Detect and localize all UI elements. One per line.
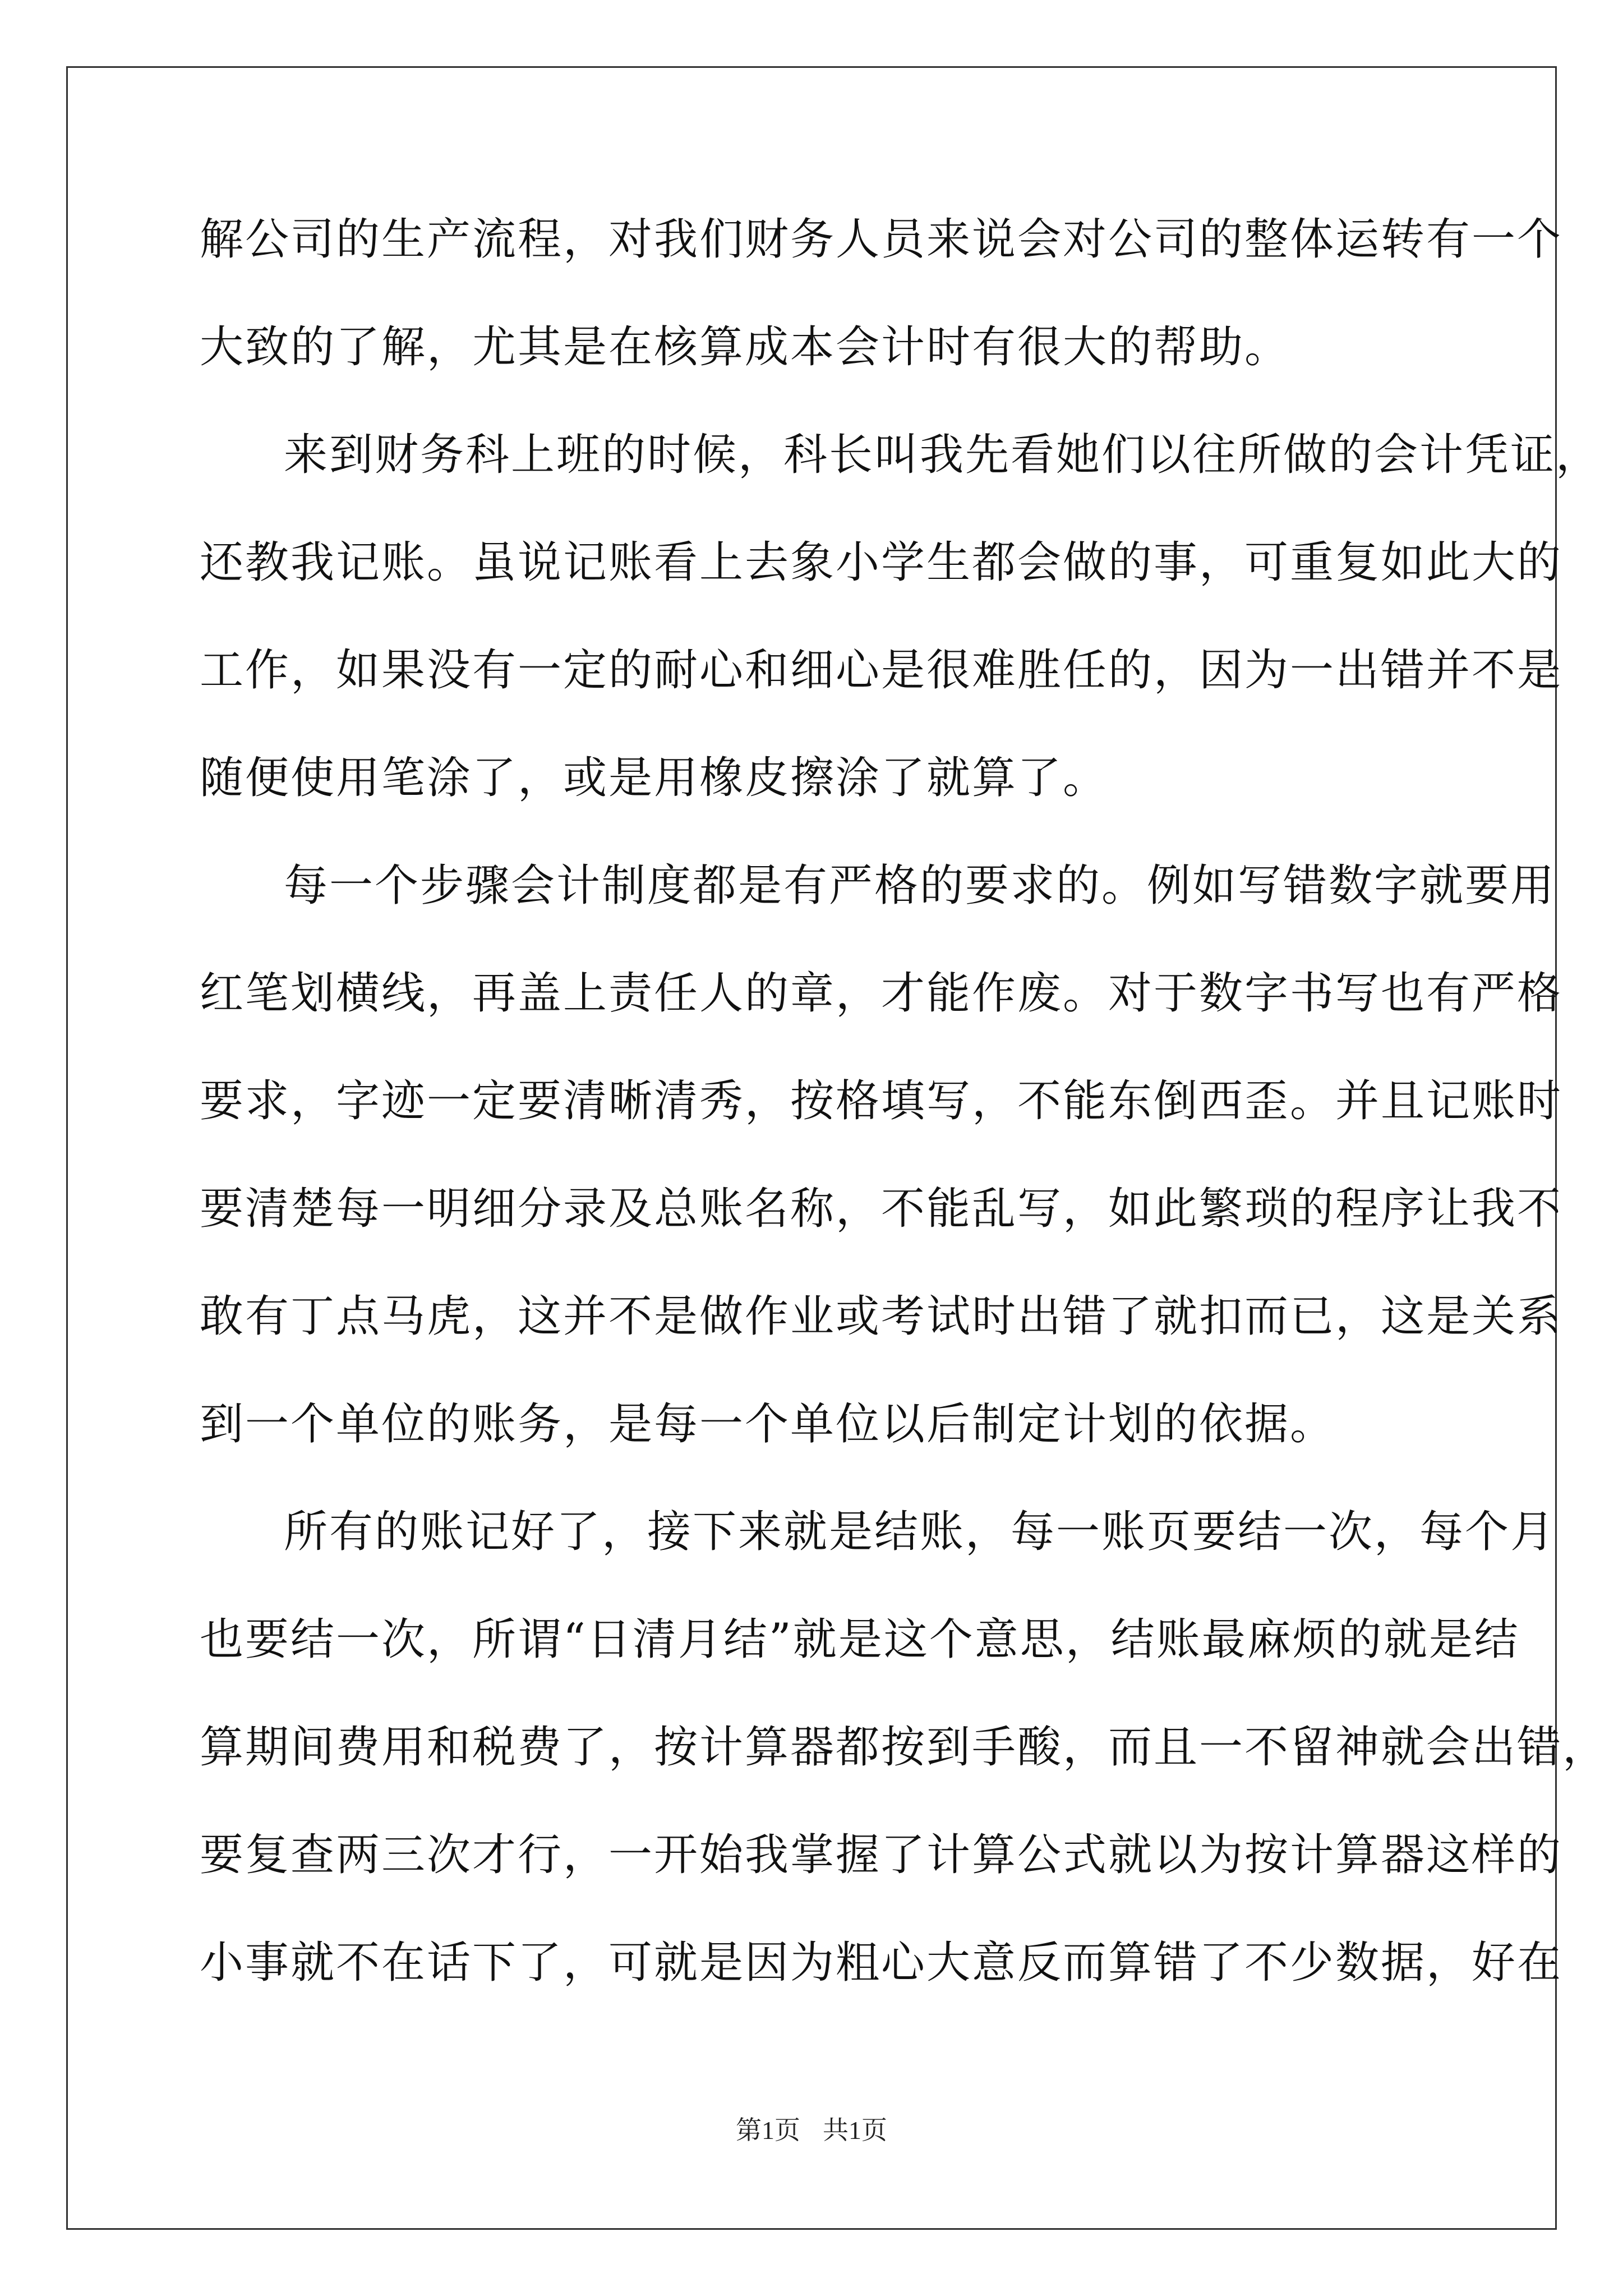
text-line: 还教我记账。虽说记账看上去象小学生都会做的事，可重复如此大的 [200,537,1563,588]
text-line: 敢有丁点马虎，这并不是做作业或考试时出错了就扣而已，这是关系 [200,1291,1563,1342]
page-number: 第1页 [736,2116,800,2145]
page-total: 共1页 [823,2116,887,2145]
text-line: 小事就不在话下了，可就是因为粗心大意反而算错了不少数据，好在 [200,1938,1563,1988]
text-line: 大致的了解，尤其是在核算成本会计时有很大的帮助。 [200,322,1290,372]
paragraph-start-line: 来到财务科上班的时候，科长叫我先看她们以往所做的会计凭证， [284,430,1602,480]
paragraph-start-line: 每一个步骤会计制度都是有严格的要求的。例如写错数字就要用 [284,861,1556,911]
text-line: 要清楚每一明细分录及总账名称，不能乱写，如此繁琐的程序让我不 [200,1184,1563,1234]
text-line: 工作，如果没有一定的耐心和细心是很难胜任的，因为一出错并不是 [200,645,1563,696]
text-line: 随便使用笔涂了，或是用橡皮擦涂了就算了。 [200,753,1109,803]
page-footer [0,2115,1623,2146]
text-line: 解公司的生产流程，对我们财务人员来说会对公司的整体运转有一个 [200,214,1563,265]
document-body [200,213,1608,2044]
text-line: 红笔划横线，再盖上责任人的章，才能作废。对于数字书写也有严格 [200,968,1563,1019]
text-line: 要复查两三次才行，一开始我掌握了计算公式就以为按计算器这样的 [200,1830,1563,1880]
text-line: 算期间费用和税费了，按计算器都按到手酸，而且一不留神就会出错， [200,1722,1608,1773]
paragraph-start-line: 所有的账记好了，接下来就是结账，每一账页要结一次，每个月 [284,1507,1556,1557]
text-line: 要求，字迹一定要清晰清秀，按格填写，不能东倒西歪。并且记账时 [200,1076,1563,1126]
text-line: 也要结一次，所谓“日清月结”就是这个意思，结账最麻烦的就是结 [200,1614,1520,1665]
text-line: 到一个单位的账务，是每一个单位以后制定计划的依据。 [200,1399,1336,1450]
